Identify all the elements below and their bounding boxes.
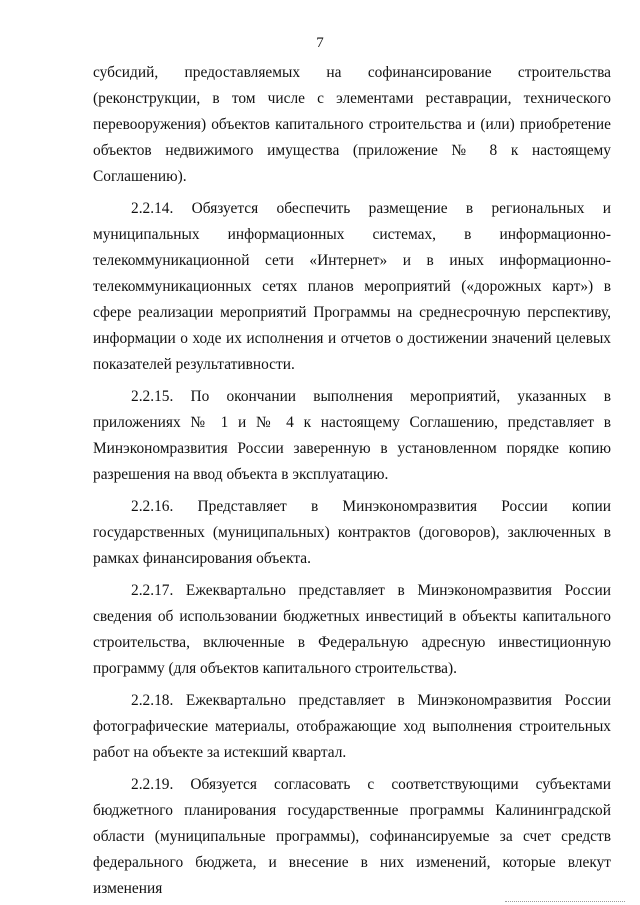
- paragraph-continuation: субсидий, предоставляемых на софинансирование строительства (реконструкции, в том числе с элементами реставрации, технического перевооружения) объектов капитального строительства и (или) приобретение объектов недвижимого имущества (приложение № 8 к настоящему Соглашению).: [93, 64, 611, 185]
- paragraph-2-2-14: 2.2.14. Обязуется обеспечить размещение в региональных и муниципальных информационных системах, в информационно-телекоммуникационной сети «Интернет» и в иных информационно-телекоммуникационных сетях планов мероприятий («дорожных карт») в сфере реализации мероприятий Программы на среднесрочную перспективу, информации о ходе их исполнения и отчетов о достижении значений целевых показателей результативности.: [93, 200, 611, 373]
- paragraph-2-2-19: 2.2.19. Обязуется согласовать с соответствующими субъектами бюджетного планирования государственные программы Калининградской области (муниципальные программы), софинансируемые за счет средств федерального бюджета, и внесение в них изменений, которые влекут изменения: [93, 776, 611, 897]
- paragraph-2-2-17: 2.2.17. Ежеквартально представляет в Минэкономразвития России сведения об использовании бюджетных инвестиций в объекты капитального строительства, включенные в Федеральную адресную инвестиционную программу (для объектов капитального строительства).: [93, 582, 611, 677]
- paragraph-2-2-18: 2.2.18. Ежеквартально представляет в Минэкономразвития России фотографические материалы, отображающие ход выполнения строительных работ на объекте за истекший квартал.: [93, 692, 611, 761]
- paragraph-2-2-15: 2.2.15. По окончании выполнения мероприятий, указанных в приложениях № 1 и № 4 к настоящему Соглашению, представляет в Минэкономразвития России заверенную в установленном порядке копию разрешения на ввод объекта в эксплуатацию.: [93, 388, 611, 483]
- document-body: [93, 60, 611, 902]
- paragraph-2-2-16: 2.2.16. Представляет в Минэкономразвития России копии государственных (муниципальных) контрактов (договоров), заключенных в рамках финансирования объекта.: [93, 498, 611, 567]
- page-number: 7: [316, 35, 324, 51]
- scan-edge-divider: [505, 901, 625, 903]
